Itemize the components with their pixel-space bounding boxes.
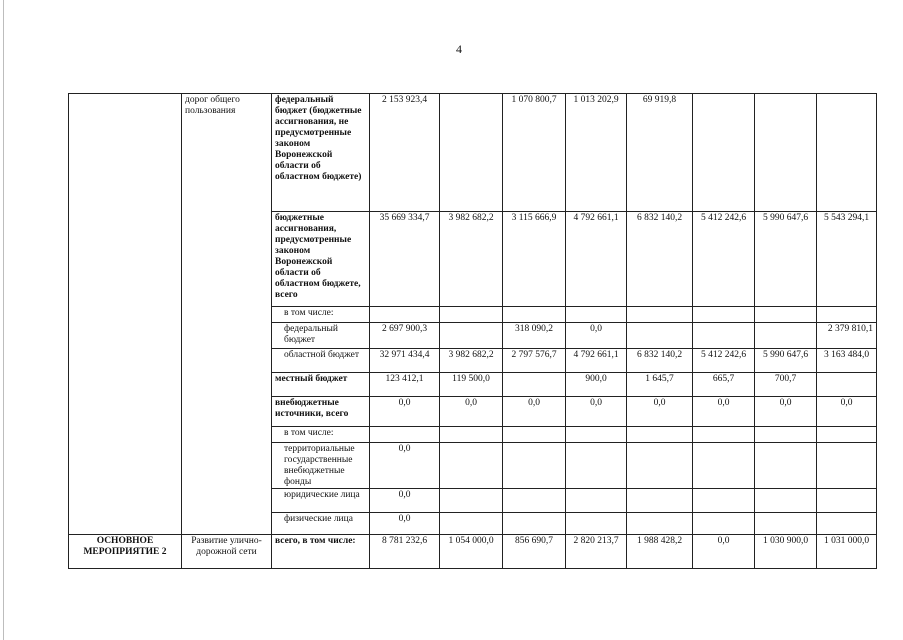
funding-source: федеральный бюджет (бюджетные ассигнования, не предусмотренные законом Воронежской области об областном бюджете) (272, 94, 370, 212)
value-cell (817, 443, 877, 489)
value-cell: 3 982 682,2 (440, 212, 503, 307)
value-cell: 0,0 (817, 397, 877, 427)
value-cell (440, 513, 503, 535)
event-name: дорог общего пользования (185, 95, 240, 116)
value-cell: 0,0 (370, 513, 440, 535)
value-cell (693, 323, 755, 349)
budget-table (68, 93, 877, 569)
value-cell (440, 427, 503, 443)
value-cell (817, 307, 877, 323)
value-cell: 2 797 576,7 (503, 349, 566, 373)
value-cell (627, 323, 693, 349)
value-cell: 6 832 140,2 (627, 212, 693, 307)
value-cell: 0,0 (566, 397, 627, 427)
value-cell (370, 307, 440, 323)
value-cell (503, 513, 566, 535)
value-cell: 3 163 484,0 (817, 349, 877, 373)
event-label-cell (69, 94, 182, 535)
value-cell (755, 323, 817, 349)
value-cell (817, 373, 877, 397)
value-cell (370, 427, 440, 443)
value-cell (627, 427, 693, 443)
value-cell: 1 054 000,0 (440, 535, 503, 569)
value-cell (755, 94, 817, 212)
value-cell (817, 513, 877, 535)
funding-source: бюджетные ассигнования, предусмотренные законом Воронежской области об областном бюджете, всего (272, 212, 370, 307)
value-cell (503, 427, 566, 443)
value-cell: 5 543 294,1 (817, 212, 877, 307)
value-cell: 0,0 (566, 323, 627, 349)
value-cell: 6 832 140,2 (627, 349, 693, 373)
value-cell: 2 379 810,1 (817, 323, 877, 349)
value-cell (817, 427, 877, 443)
value-cell (566, 489, 627, 513)
main-event-label: ОСНОВНОЕ МЕРОПРИЯТИЕ 2 (69, 535, 182, 569)
value-cell (440, 443, 503, 489)
value-cell: 5 412 242,6 (693, 212, 755, 307)
value-cell: 5 990 647,6 (755, 212, 817, 307)
value-cell (503, 489, 566, 513)
value-cell (693, 94, 755, 212)
value-cell: 1 030 900,0 (755, 535, 817, 569)
funding-source: в том числе: (272, 307, 370, 323)
main-event-name: Развитие улично-дорожной сети (182, 535, 272, 569)
funding-source: внебюджетные источники, всего (272, 397, 370, 427)
value-cell (566, 513, 627, 535)
value-cell: 318 090,2 (503, 323, 566, 349)
value-cell: 123 412,1 (370, 373, 440, 397)
funding-source: юридические лица (272, 489, 370, 513)
value-cell: 856 690,7 (503, 535, 566, 569)
value-cell (627, 489, 693, 513)
value-cell: 0,0 (503, 397, 566, 427)
value-cell (627, 513, 693, 535)
value-cell: 0,0 (440, 397, 503, 427)
value-cell (566, 427, 627, 443)
value-cell: 1 031 000,0 (817, 535, 877, 569)
value-cell: 1 013 202,9 (566, 94, 627, 212)
value-cell (440, 323, 503, 349)
value-cell: 4 792 661,1 (566, 212, 627, 307)
value-cell: 35 669 334,7 (370, 212, 440, 307)
value-cell: 3 982 682,2 (440, 349, 503, 373)
value-cell (693, 489, 755, 513)
value-cell: 2 697 900,3 (370, 323, 440, 349)
value-cell (693, 427, 755, 443)
value-cell: 0,0 (693, 397, 755, 427)
value-cell (755, 443, 817, 489)
value-cell (627, 307, 693, 323)
value-cell (440, 94, 503, 212)
value-cell (440, 307, 503, 323)
value-cell (503, 443, 566, 489)
scan-edge (3, 0, 4, 640)
funding-source: всего, в том числе: (272, 535, 370, 569)
value-cell (755, 489, 817, 513)
value-cell: 3 115 666,9 (503, 212, 566, 307)
value-cell: 1 988 428,2 (627, 535, 693, 569)
table-row-main-event (69, 535, 877, 569)
value-cell (503, 307, 566, 323)
value-cell: 0,0 (755, 397, 817, 427)
value-cell (440, 489, 503, 513)
funding-source: областной бюджет (272, 349, 370, 373)
funding-source: территориальные государственные внебюджетные фонды (272, 443, 370, 489)
value-cell: 0,0 (370, 443, 440, 489)
value-cell (755, 307, 817, 323)
value-cell: 5 412 242,6 (693, 349, 755, 373)
value-cell: 0,0 (693, 535, 755, 569)
value-cell: 665,7 (693, 373, 755, 397)
value-cell: 69 919,8 (627, 94, 693, 212)
value-cell (755, 427, 817, 443)
value-cell: 32 971 434,4 (370, 349, 440, 373)
value-cell: 1 070 800,7 (503, 94, 566, 212)
funding-source: в том числе: (272, 427, 370, 443)
funding-source: физические лица (272, 513, 370, 535)
value-cell: 0,0 (370, 397, 440, 427)
value-cell: 0,0 (370, 489, 440, 513)
page-number: 4 (456, 42, 462, 56)
value-cell (566, 307, 627, 323)
value-cell (817, 94, 877, 212)
value-cell: 700,7 (755, 373, 817, 397)
value-cell: 900,0 (566, 373, 627, 397)
event-name-cell (182, 94, 272, 535)
value-cell (693, 513, 755, 535)
funding-source: федеральный бюджет (272, 323, 370, 349)
value-cell (755, 513, 817, 535)
value-cell (566, 443, 627, 489)
value-cell: 2 820 213,7 (566, 535, 627, 569)
table-row (69, 94, 877, 212)
value-cell (693, 307, 755, 323)
value-cell (817, 489, 877, 513)
funding-source: местный бюджет (272, 373, 370, 397)
value-cell: 0,0 (627, 397, 693, 427)
value-cell (693, 443, 755, 489)
value-cell: 8 781 232,6 (370, 535, 440, 569)
value-cell: 5 990 647,6 (755, 349, 817, 373)
value-cell (503, 373, 566, 397)
value-cell (627, 443, 693, 489)
value-cell: 119 500,0 (440, 373, 503, 397)
value-cell: 2 153 923,4 (370, 94, 440, 212)
value-cell: 1 645,7 (627, 373, 693, 397)
value-cell: 4 792 661,1 (566, 349, 627, 373)
